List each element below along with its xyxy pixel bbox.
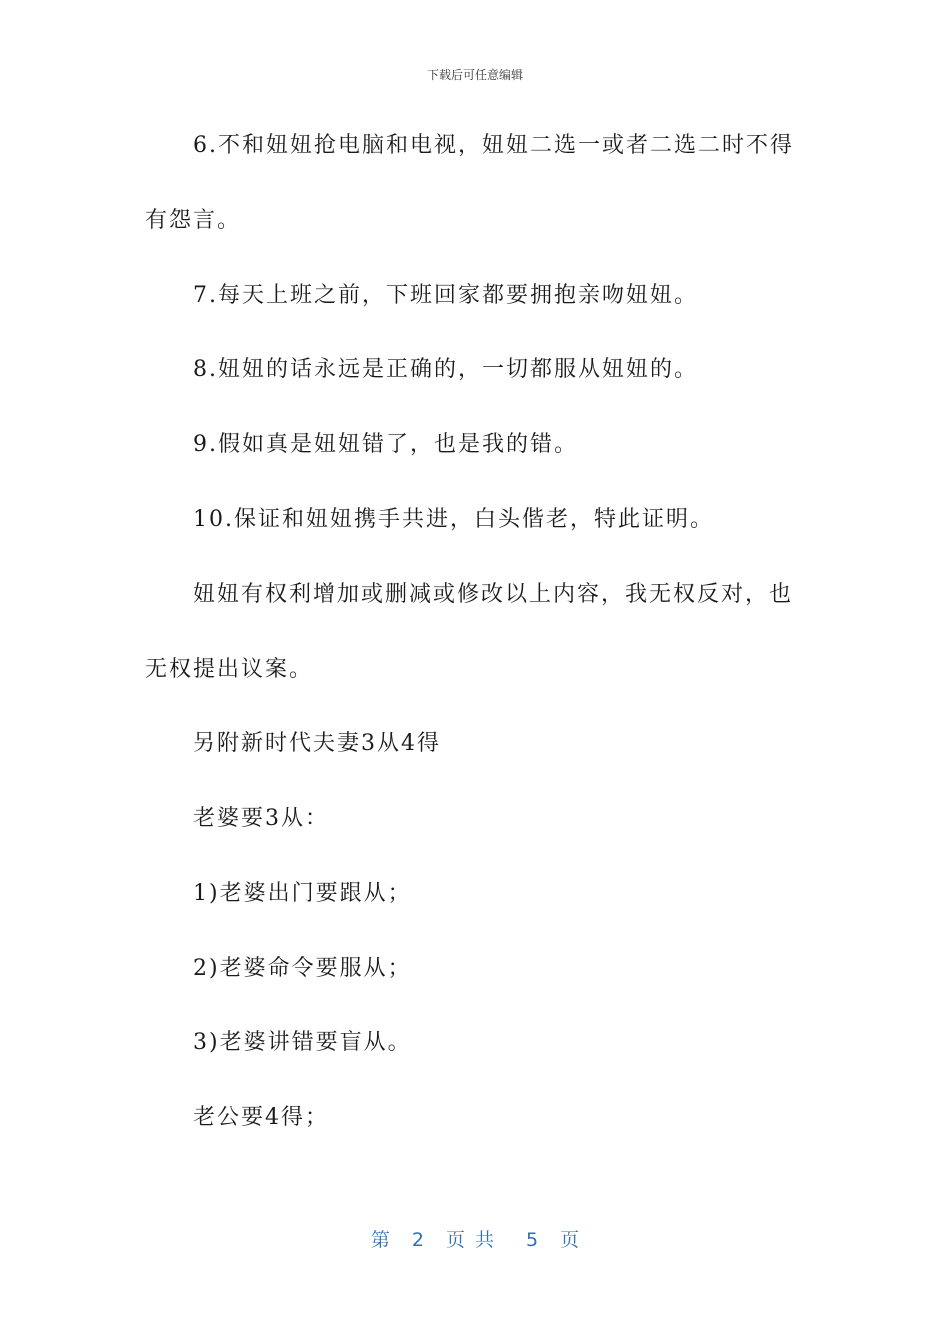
- paragraph-line: 1)老婆出门要跟从；: [193, 881, 412, 906]
- paragraph-line: 有怨言。: [145, 208, 242, 233]
- paragraph-line: 老婆要3从：: [193, 806, 329, 831]
- paragraph-line: 7.每天上班之前，下班回家都要拥抱亲吻妞妞。: [193, 283, 698, 308]
- paragraph-line: 老公要4得；: [193, 1105, 329, 1130]
- footer-total-pages: 5: [526, 1229, 539, 1251]
- footer-label-page: 第: [370, 1229, 390, 1251]
- paragraph-line: 另附新时代夫妻3从4得: [193, 731, 441, 756]
- paragraph-line: 2)老婆命令要服从；: [193, 956, 412, 981]
- paragraph-line: 妞妞有权利增加或删减或修改以上内容，我无权反对，也: [193, 582, 794, 607]
- paragraph-line: 6.不和妞妞抢电脑和电视，妞妞二选一或者二选二时不得: [193, 133, 794, 158]
- paragraph-line: 无权提出议案。: [145, 657, 314, 682]
- paragraph-line: 9.假如真是妞妞错了，也是我的错。: [193, 432, 578, 457]
- page-header-note: 下载后可任意编辑: [426, 68, 523, 82]
- paragraph-line: 10.保证和妞妞携手共进，白头偕老，特此证明。: [193, 507, 714, 532]
- paragraph-line: 3)老婆讲错要盲从。: [193, 1030, 412, 1055]
- footer-label-of: 页共: [445, 1229, 504, 1251]
- footer-current-page: 2: [411, 1229, 424, 1251]
- page-number-footer: [0, 1225, 950, 1252]
- footer-label-end: 页: [560, 1229, 580, 1251]
- paragraph-line: 8.妞妞的话永远是正确的，一切都服从妞妞的。: [193, 357, 698, 382]
